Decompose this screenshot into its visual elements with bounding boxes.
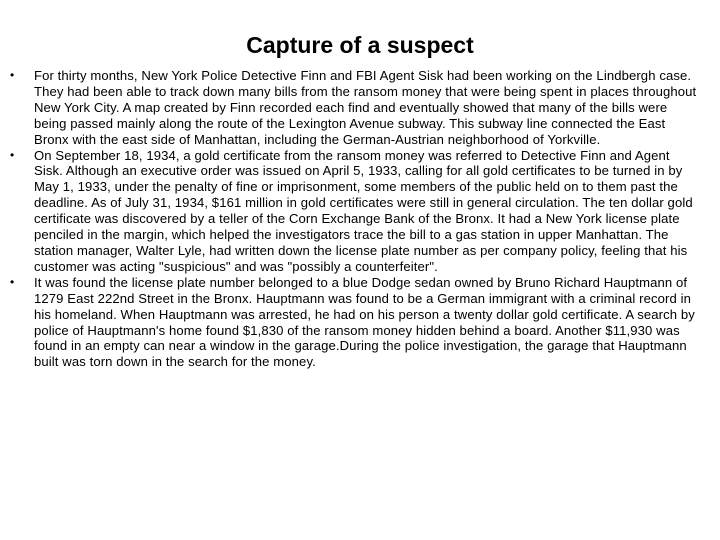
bullet-icon: •	[10, 68, 15, 82]
bullet-text: It was found the license plate number belonged to a blue Dodge sedan owned by Bruno Richard Hauptmann of 1279 East 222nd Street in the Bronx. Hauptmann was found to be a German immigrant with a criminal record in his homeland. When Hauptmann was arrested, he had on his person a twenty dollar gold certificate. A search by police of Hauptmann's home found $1,830 of the ransom money hidden behind a board. Another $11,930 was found in an empty can near a window in the garage.During the police investigation, the garage that Hauptmann built was torn down in the search for the money.	[34, 274, 695, 370]
bullet-item	[10, 68, 702, 148]
bullet-list	[10, 68, 702, 370]
bullet-text: On September 18, 1934, a gold certificate from the ransom money was referred to Detective Finn and Agent Sisk. Although an executive order was issued on April 5, 1933, calling for all gold certificates to be turned in by May 1, 1933, under the penalty of fine or imprisonment, some members of the public held on to them past the deadline. As of July 31, 1934, $161 million in gold certificates were still in general circulation. The ten dollar gold certificate was discovered by a teller of the Corn Exchange Bank of the Bronx. It had a New York license plate penciled in the margin, which helped the investigators trace the bill to a gas station in upper Manhattan. The station manager, Walter Lyle, had written down the license plate number as per company policy, feeling that his customer was acting "suspicious" and was "possibly a counterfeiter".	[34, 147, 693, 274]
bullet-item	[10, 147, 702, 275]
bullet-item	[10, 274, 702, 370]
bullet-icon: •	[10, 274, 15, 289]
bullet-icon: •	[10, 147, 15, 162]
slide-title: Capture of a suspect	[246, 32, 474, 58]
bullet-text: For thirty months, New York Police Detective Finn and FBI Agent Sisk had been working on the Lindbergh case. They had been able to track down many bills from the ransom money that were being spent in places throughout New York City. A map created by Finn recorded each find and eventually showed that many of the bills were being passed mainly along the route of the Lexington Avenue subway. This subway line connected the East Bronx with the east side of Manhattan, including the German-Austrian neighborhood of Yorkville.	[34, 68, 697, 147]
